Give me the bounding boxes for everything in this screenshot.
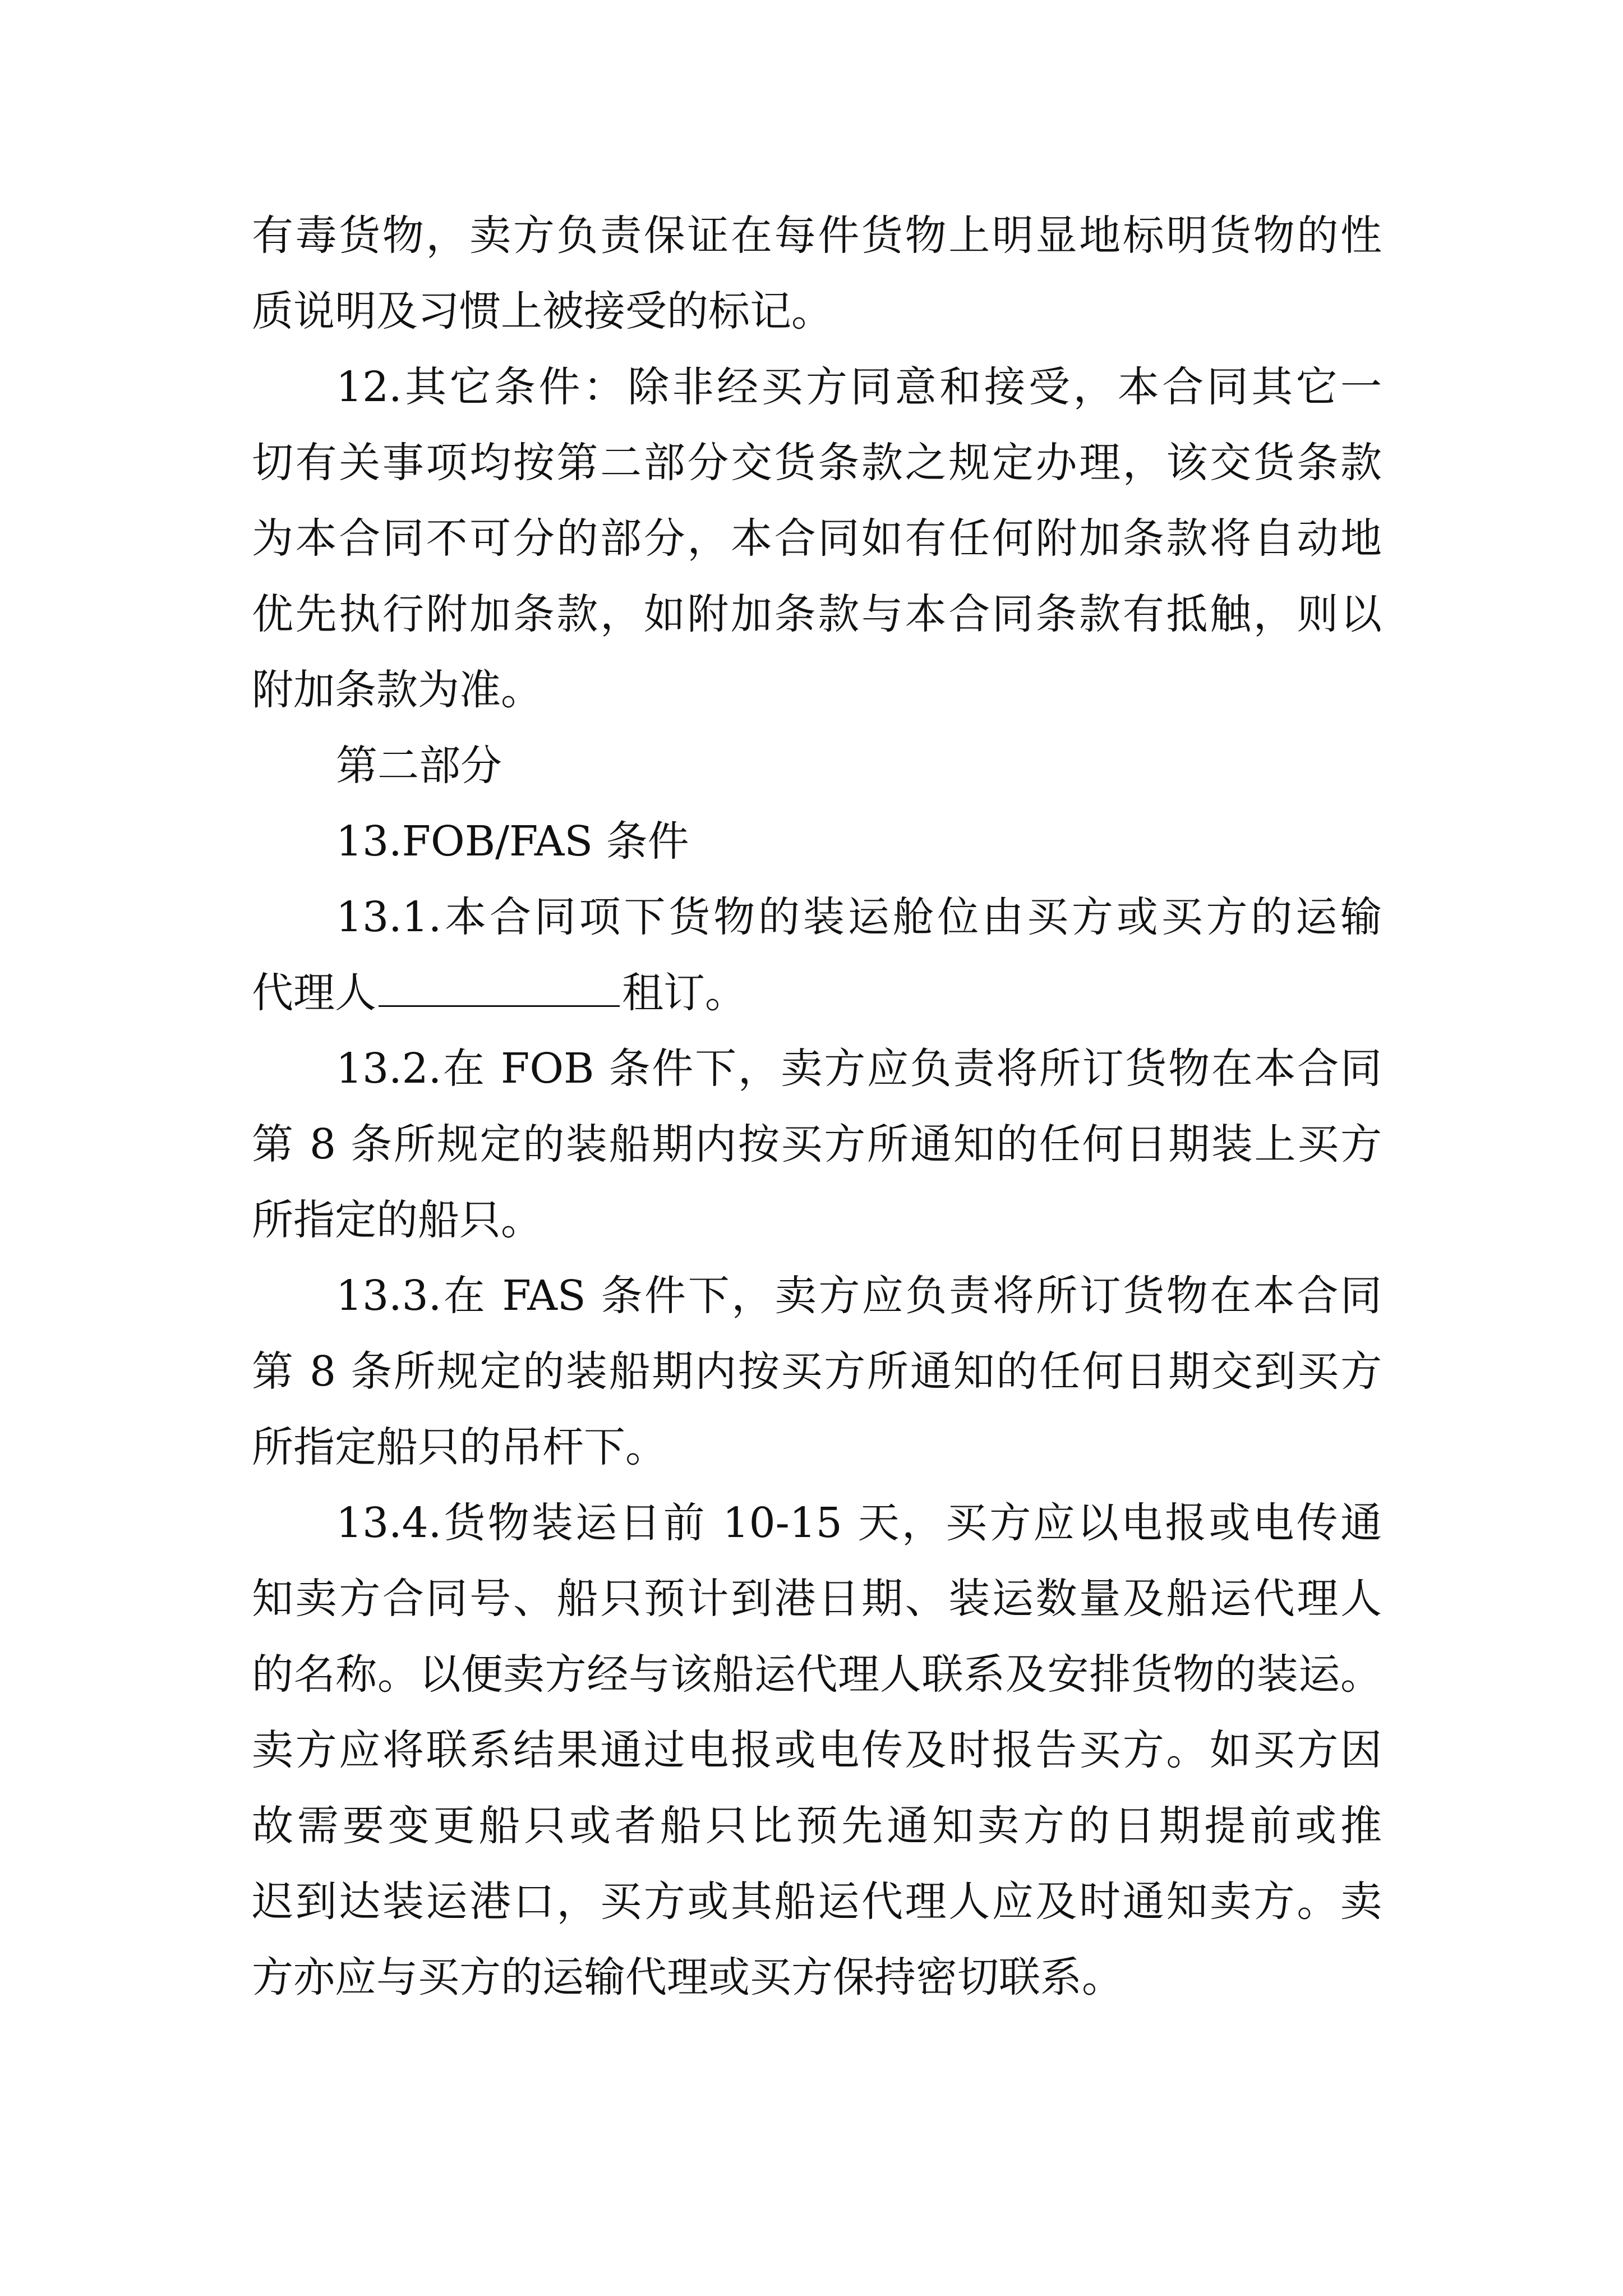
clause-11-line-1: 有毒货物，卖方负责保证在每件货物上明显地标明货物的性 bbox=[252, 211, 1382, 260]
clause-12-line-4: 优先执行附加条款，如附加条款与本合同条款有抵触，则以 bbox=[252, 590, 1382, 638]
clause-12-line-5: 附加条款为准。 bbox=[252, 666, 542, 714]
clause-13-4-line-6: 迟到达装运港口，买方或其船运代理人应及时通知卖方。卖 bbox=[252, 1878, 1382, 1926]
clause-13-1-line-1: 13.1.本合同项下货物的装运舱位由买方或买方的运输 bbox=[336, 893, 1382, 941]
clause-13-3-line-3: 所指定船只的吊杆下。 bbox=[252, 1423, 667, 1471]
clause-13-2-line-2: 第 8 条所规定的装船期内按买方所通知的任何日期装上买方 bbox=[252, 1120, 1382, 1168]
clause-12-line-3: 为本合同不可分的部分，本合同如有任何附加条款将自动地 bbox=[252, 514, 1382, 563]
clause-12-line-1: 12.其它条件：除非经买方同意和接受，本合同其它一 bbox=[336, 363, 1382, 411]
clause-13-1-line-2 bbox=[252, 965, 746, 1021]
clause-13-3-line-2: 第 8 条所规定的装船期内按买方所通知的任何日期交到买方 bbox=[252, 1347, 1382, 1396]
clause-13-3-line-1: 13.3.在 FAS 条件下，卖方应负责将所订货物在本合同 bbox=[336, 1272, 1382, 1320]
clause-13-4-line-7: 方亦应与买方的运输代理或买方保持密切联系。 bbox=[252, 1953, 1123, 2001]
clause-13-4-line-4: 卖方应将联系结果通过电报或电传及时报告买方。如买方因 bbox=[252, 1726, 1382, 1774]
agent-blank-field bbox=[379, 973, 620, 1007]
clause-13-4-line-5: 故需要变更船只或者船只比预先通知卖方的日期提前或推 bbox=[252, 1802, 1382, 1850]
clause-13-4-line-1: 13.4.货物装运日前 10-15 天，买方应以电报或电传通 bbox=[336, 1499, 1382, 1547]
clause-13-1-booking-text: 租订。 bbox=[622, 969, 746, 1017]
clause-13-1-agent-label: 代理人 bbox=[252, 969, 376, 1017]
part-two-heading: 第二部分 bbox=[336, 742, 502, 790]
clause-13-2-line-3: 所指定的船只。 bbox=[252, 1196, 542, 1244]
clause-13-heading: 13.FOB/FAS 条件 bbox=[336, 817, 689, 866]
clause-13-2-line-1: 13.2.在 FOB 条件下，卖方应负责将所订货物在本合同 bbox=[336, 1045, 1382, 1093]
clause-12-line-2: 切有关事项均按第二部分交货条款之规定办理，该交货条款 bbox=[252, 439, 1382, 487]
clause-11-line-2: 质说明及习惯上被接受的标记。 bbox=[252, 287, 833, 335]
clause-13-4-line-2: 知卖方合同号、船只预计到港日期、装运数量及船运代理人 bbox=[252, 1575, 1382, 1623]
clause-13-4-line-3: 的名称。以便卖方经与该船运代理人联系及安排货物的装运。 bbox=[252, 1650, 1382, 1699]
